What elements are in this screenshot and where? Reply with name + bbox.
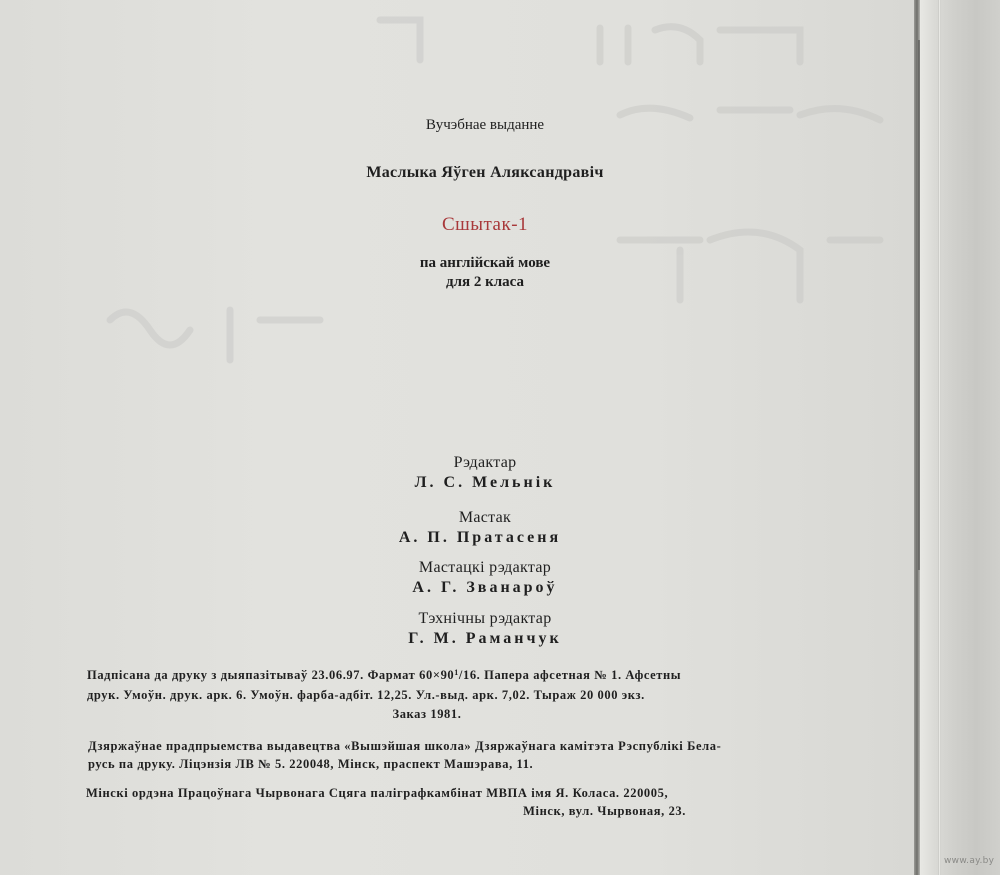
imprint-line-1 [87, 668, 681, 683]
tech-editor-role: Тэхнічны рэдактар [418, 610, 552, 627]
editor-name: Л. С. Мельнік [414, 474, 556, 491]
watermark: www.ay.by [944, 856, 995, 866]
paper-crease [938, 0, 941, 875]
imprint-line-3 [87, 707, 937, 722]
order-number: Заказ 1981. [392, 707, 462, 721]
subtitle-line-1: па англійскай мове [419, 255, 551, 271]
book-title: Сшытак-1 [441, 214, 529, 235]
subtitle-line-2: для 2 класа [445, 274, 525, 290]
imprint-line-2: друк. Умоўн. друк. арк. 6. Умоўн. фарба-адбіт. 12,25. Ул.-выд. арк. 7,02. Тыраж 20 000 экз. [87, 688, 645, 702]
imprint-line-1-rest: . Папера афсетная № 1. Афсетны [476, 668, 682, 682]
art-editor-name: А. Г. Званароў [412, 579, 558, 596]
artist-name: А. П. Пратасеня [398, 529, 562, 546]
artist-role: Мастак [458, 509, 512, 526]
author-name: Маслыка Яўген Аляксандравіч [366, 164, 604, 181]
publisher-line-2: русь па друку. Ліцэнзія ЛВ № 5. 220048, Мінск, праспект Машэрава, 11. [88, 757, 534, 771]
format-superscript: 1 [454, 668, 459, 677]
tech-editor-name: Г. М. Раманчук [408, 630, 562, 647]
format-denominator: /16 [458, 668, 477, 682]
art-editor-role: Мастацкі рэдактар [418, 559, 552, 576]
imprint-line-1-text: Падпісана да друку з дыяпазітываў 23.06.97. Фармат 60×90 [87, 668, 455, 682]
edition-type: Вучэбнае выданне [425, 117, 545, 133]
publisher-line-1: Дзяржаўнае прадпрыемства выдавецтва «Вышэйшая школа» Дзяржаўнага камітэта Рэспублікі Бела- [88, 739, 722, 753]
printer-line-2: Мінск, вул. Чырвоная, 23. [523, 804, 686, 818]
printer-line-1: Мінскі ордэна Працоўнага Чырвонага Сцяга паліграфкамбінат МВПА імя Я. Коласа. 220005, [86, 786, 669, 800]
editor-role: Рэдактар [453, 454, 517, 471]
next-page-fold [920, 0, 1000, 875]
